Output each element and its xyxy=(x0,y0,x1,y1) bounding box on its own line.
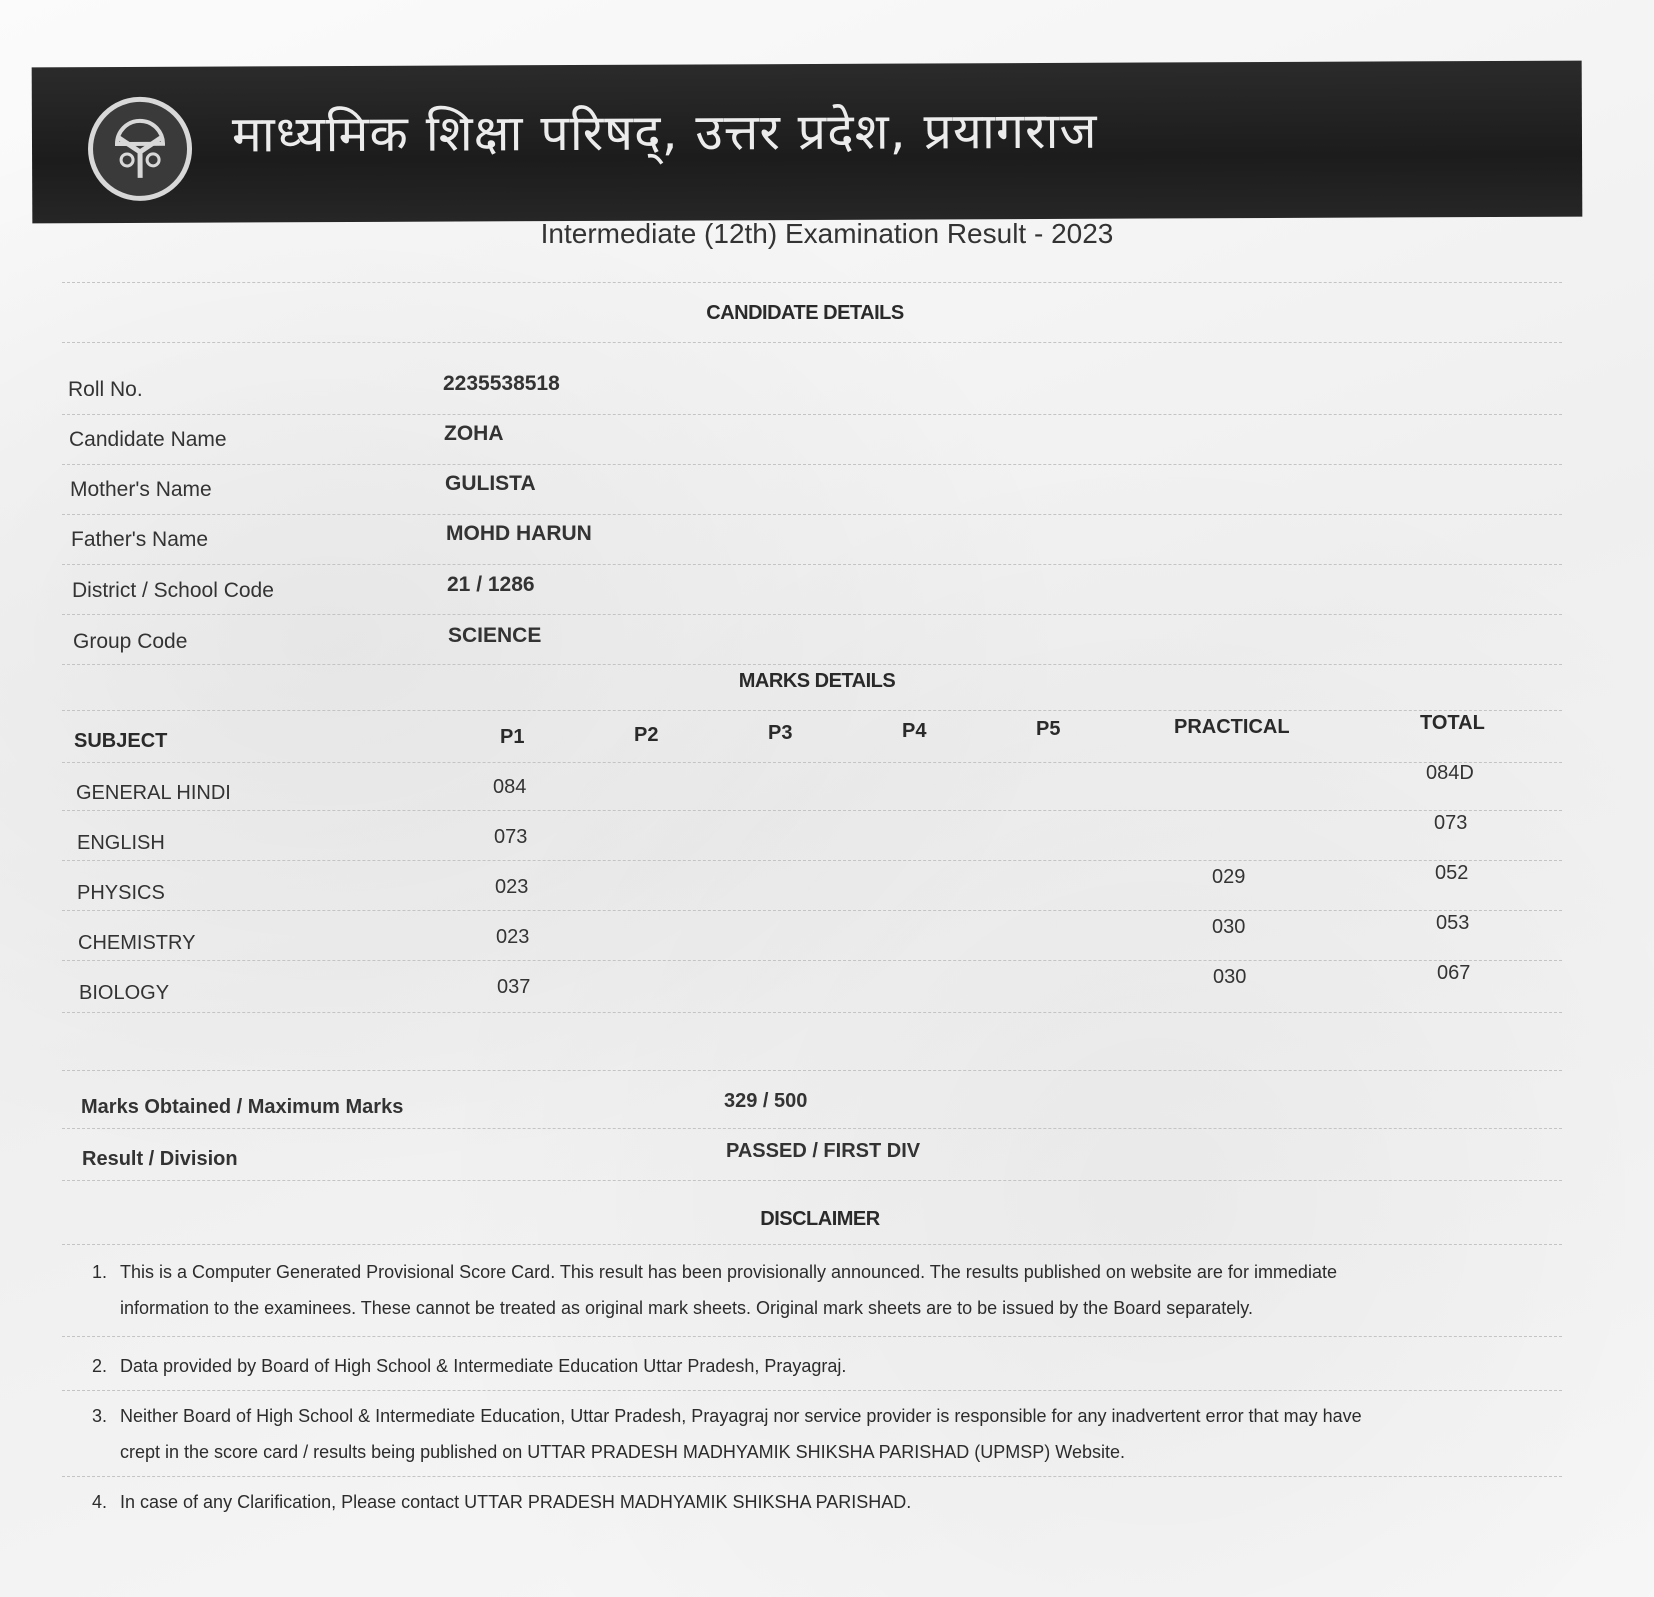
divider xyxy=(62,1180,1562,1181)
divider xyxy=(62,910,1562,911)
fathers-name-label: Father's Name xyxy=(71,528,209,551)
district-school-code-label: District / School Code xyxy=(72,579,274,602)
subject-cell: GENERAL HINDI xyxy=(76,782,231,804)
subject-cell: PHYSICS xyxy=(77,882,165,904)
col-practical: PRACTICAL xyxy=(1174,716,1290,738)
col-p5: P5 xyxy=(1036,718,1061,740)
roll-no-value: 2235538518 xyxy=(443,372,560,395)
divider xyxy=(62,710,1562,711)
candidate-details-title: CANDIDATE DETAILS xyxy=(706,302,904,324)
item-number: 1. xyxy=(92,1262,108,1282)
exam-title: Intermediate (12th) Examination Result - 2023 xyxy=(540,218,1114,249)
divider xyxy=(62,1012,1562,1013)
total-cell: 053 xyxy=(1436,912,1470,934)
divider xyxy=(62,860,1562,861)
disclaimer-item-3 xyxy=(92,1398,1562,1470)
divider xyxy=(62,514,1562,515)
item-text: This is a Computer Generated Provisional Score Card. This result has been provisionally announced. The results published on website are for immediate xyxy=(120,1262,1337,1282)
candidate-name-label: Candidate Name xyxy=(69,428,227,451)
divider xyxy=(62,342,1562,343)
divider xyxy=(62,414,1562,415)
col-p1: P1 xyxy=(500,726,525,748)
item-text-cont: information to the examinees. These cannot be treated as original mark sheets. Original mark sheets are to be issued by the Board separately. xyxy=(120,1298,1253,1318)
divider xyxy=(62,1070,1562,1071)
mothers-name-value: GULISTA xyxy=(445,472,536,495)
p1-cell: 023 xyxy=(496,926,530,948)
marks-details-title: MARKS DETAILS xyxy=(738,670,896,692)
subject-cell: BIOLOGY xyxy=(79,982,170,1004)
group-code-label: Group Code xyxy=(73,630,188,653)
divider xyxy=(62,664,1562,665)
total-cell: 067 xyxy=(1437,962,1471,984)
subject-cell: ENGLISH xyxy=(77,832,165,854)
item-text: Data provided by Board of High School & Intermediate Education Uttar Pradesh, Prayagraj. xyxy=(120,1356,847,1376)
total-cell: 073 xyxy=(1434,812,1468,834)
item-text-cont: crept in the score card / results being published on UTTAR PRADESH MADHYAMIK SHIKSHA PARISHAD (UPMSP) Website. xyxy=(120,1442,1126,1462)
item-number: 2. xyxy=(92,1356,108,1376)
up-emblem-seal-icon xyxy=(88,97,192,201)
divider xyxy=(62,1390,1562,1391)
item-number: 3. xyxy=(92,1406,108,1426)
divider xyxy=(62,960,1562,961)
divider xyxy=(62,614,1562,615)
roll-no-label: Roll No. xyxy=(68,378,143,401)
divider xyxy=(62,282,1562,283)
divider xyxy=(62,810,1562,811)
col-subject: SUBJECT xyxy=(74,730,168,752)
total-cell: 084D xyxy=(1426,762,1474,784)
item-number: 4. xyxy=(92,1492,108,1512)
divider xyxy=(62,1336,1562,1337)
practical-cell: 029 xyxy=(1212,866,1246,888)
group-code-value: SCIENCE xyxy=(448,624,542,647)
divider xyxy=(62,1244,1562,1245)
disclaimer-item-1 xyxy=(92,1254,1562,1326)
board-name-hindi: माध्यमिक शिक्षा परिषद्, उत्तर प्रदेश, प्रयागराज xyxy=(231,101,1098,164)
col-total: TOTAL xyxy=(1420,712,1485,734)
col-p4: P4 xyxy=(902,720,927,742)
item-text: Neither Board of High School & Intermediate Education, Uttar Pradesh, Prayagraj nor service provider is responsible for any inadvertent error that may have xyxy=(120,1406,1362,1426)
disclaimer-title: DISCLAIMER xyxy=(760,1208,880,1230)
divider xyxy=(62,564,1562,565)
item-text: In case of any Clarification, Please contact UTTAR PRADESH MADHYAMIK SHIKSHA PARISHAD. xyxy=(120,1492,912,1512)
divider xyxy=(62,1476,1562,1477)
mothers-name-label: Mother's Name xyxy=(70,478,212,501)
divider xyxy=(62,762,1562,763)
subject-cell: CHEMISTRY xyxy=(78,932,196,954)
col-p2: P2 xyxy=(634,724,659,746)
fathers-name-value: MOHD HARUN xyxy=(446,522,592,545)
divider xyxy=(62,1128,1562,1129)
p1-cell: 023 xyxy=(495,876,529,898)
practical-cell: 030 xyxy=(1213,966,1247,988)
result-division-label: Result / Division xyxy=(82,1148,238,1170)
practical-cell: 030 xyxy=(1212,916,1246,938)
col-p3: P3 xyxy=(768,722,793,744)
result-division-value: PASSED / FIRST DIV xyxy=(726,1140,921,1162)
p1-cell: 073 xyxy=(494,826,528,848)
candidate-name-value: ZOHA xyxy=(444,422,504,445)
total-cell: 052 xyxy=(1435,862,1469,884)
disclaimer-item-2 xyxy=(92,1348,1562,1384)
p1-cell: 037 xyxy=(497,976,531,998)
district-school-code-value: 21 / 1286 xyxy=(447,573,535,596)
disclaimer-item-4 xyxy=(92,1484,1562,1520)
marks-obtained-value: 329 / 500 xyxy=(724,1090,808,1112)
p1-cell: 084 xyxy=(493,776,527,798)
header-banner xyxy=(32,61,1583,224)
divider xyxy=(62,464,1562,465)
marks-obtained-label: Marks Obtained / Maximum Marks xyxy=(81,1096,404,1118)
